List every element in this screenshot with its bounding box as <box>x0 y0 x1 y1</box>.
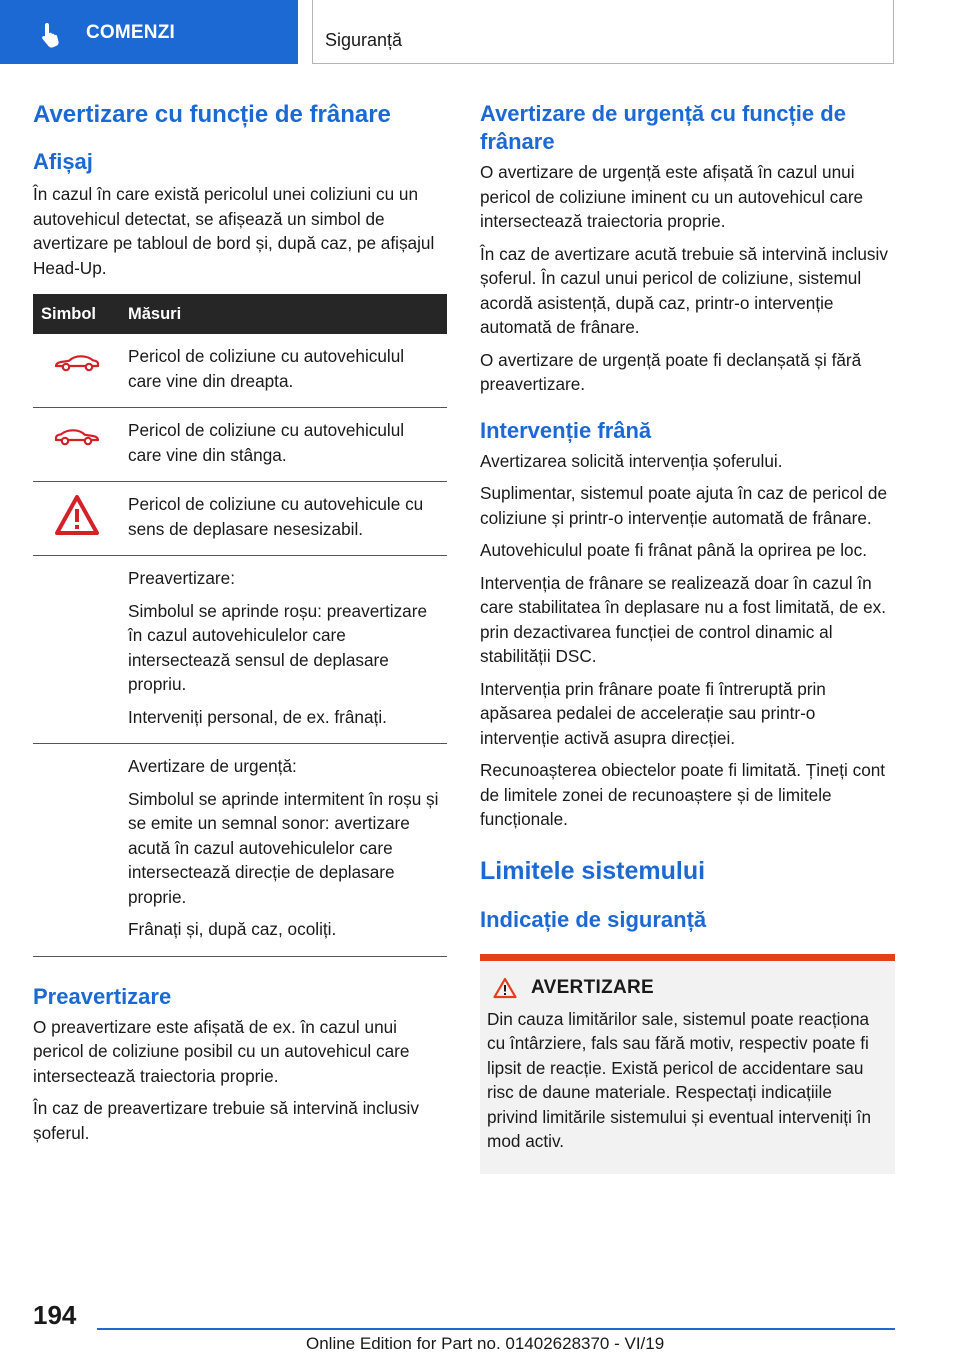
table-row <box>33 408 447 482</box>
car-right-icon <box>53 352 101 374</box>
section-title: Siguranță <box>325 30 403 50</box>
right-column <box>480 100 895 1174</box>
hand-pointer-icon <box>38 20 66 48</box>
page-number: 194 <box>33 1300 77 1330</box>
display-heading: Afișaj <box>33 149 93 174</box>
table-row <box>33 334 447 408</box>
table-header-measures: Măsuri <box>120 294 447 334</box>
table-row <box>33 744 447 957</box>
brake-text-5: Intervenția prin frânare poate fi întreruptă prin apăsarea pedalei de accelerație sau printr-o intervenție activă asupra direcției. <box>480 678 826 748</box>
safety-heading: Indicație de siguranță <box>480 906 707 932</box>
table-cell-text: Avertizare de urgență: <box>128 756 297 776</box>
brake-text-3: Autovehiculul poate fi frânat până la oprirea pe loc. <box>480 540 867 560</box>
footer-edition-text: Online Edition for Part no. 01402628370 - VI/19 <box>306 1334 665 1353</box>
table-cell-text: Pericol de coliziune cu autovehiculul care vine din stânga. <box>128 420 405 465</box>
section-header <box>312 0 894 64</box>
urgent-text-2: În caz de avertizare acută trebuie să intervină inclusiv șoferul. În cazul unui pericol de coliziune, sistemul acordă asistență, după caz, printr-o intervenție automată de frânare. <box>480 243 888 337</box>
display-text: În cazul în care există pericolul unei coliziuni cu un autovehicul detectat, se afișează un simbol de avertizare pe tabloul de bord și, după caz, pe afișajul Head-Up. <box>33 184 435 278</box>
left-column <box>33 100 447 1145</box>
table-row <box>33 556 447 744</box>
table-cell-text: Interveniți personal, de ex. frânați. <box>128 706 387 727</box>
table-header-symbol: Simbol <box>33 294 120 334</box>
brake-text-4: Intervenția de frânare se realizează doar în cazul în care stabilitatea în deplasare nu a fost limitată, de ex. prin dezactivarea funcției de control dinamic al stabilității DSC. <box>480 572 887 666</box>
preavertizare-text-2: În caz de preavertizare trebuie să intervină inclusiv șoferul. <box>33 1098 419 1143</box>
table-cell-text: Pericol de coliziune cu autovehiculul care vine din dreapta. <box>128 346 405 391</box>
footer-divider <box>97 1328 895 1330</box>
table-row <box>33 482 447 556</box>
brake-text-2: Suplimentar, sistemul poate ajuta în caz de pericol de coliziune și printr-o intervenție automată de frânare. <box>480 483 888 528</box>
table-cell-text: Simbolul se aprinde intermitent în roșu și se emite un semnal sonor: avertizare acută în cazul autovehiculelor care intersectează direcție de deplasare proprie. <box>128 788 439 907</box>
main-heading: Avertizare cu funcție de frânare <box>33 101 391 128</box>
brake-text-6: Recunoașterea obiectelor poate fi limitată. Țineți cont de limitele zonei de recunoaștere și de limitele funcționale. <box>480 760 886 829</box>
table-cell-text: Simbolul se aprinde roșu: preavertizare în cazul autovehiculelor care intersectează sensul de deplasare propriu. <box>128 600 428 694</box>
urgent-text-3: O avertizare de urgență poate fi declanșată și fără preavertizare. <box>480 349 862 394</box>
symbol-table <box>33 294 447 957</box>
warning-box <box>480 954 895 1174</box>
table-cell-text: Preavertizare: <box>128 568 235 588</box>
warning-title: AVERTIZARE <box>531 976 654 998</box>
warning-triangle-icon <box>54 494 100 536</box>
car-left-icon <box>53 426 101 448</box>
warning-icon <box>493 977 517 999</box>
chapter-tab-label: COMENZI <box>86 22 176 43</box>
brake-heading: Intervenție frână <box>480 417 652 443</box>
warning-text: Din cauza limitărilor sale, sistemul poate reacționa cu întârziere, fals sau fără motiv, respectiv poate fi lipsit de reacție. Există pericol de accidentare sau risc de daune materiale. Respectați indicațiile privind limitările sistemului și eventual interveniți în mod activ. <box>487 1008 872 1151</box>
table-cell-text: Frânați și, după caz, ocoliți. <box>128 919 337 939</box>
limits-heading: Limitele sistemului <box>480 856 706 885</box>
brake-text-1: Avertizarea solicită intervenția șoferului. <box>480 450 783 471</box>
chapter-tab[interactable] <box>0 0 298 64</box>
urgent-text-1: O avertizare de urgență este afișată în cazul unui pericol de coliziune iminent cu un autovehicul care intersectează traiectoria proprie. <box>480 162 864 231</box>
urgent-heading: Avertizare de urgență cu funcție de frânare <box>480 101 846 154</box>
preavertizare-text-1: O preavertizare este afișată de ex. în cazul unui pericol de coliziune posibil cu un autovehicul care intersectează traiectoria proprie. <box>33 1016 410 1086</box>
table-cell-text: Pericol de coliziune cu autovehicule cu sens de deplasare nesesizabil. <box>128 494 424 539</box>
preavertizare-heading: Preavertizare <box>33 983 172 1009</box>
